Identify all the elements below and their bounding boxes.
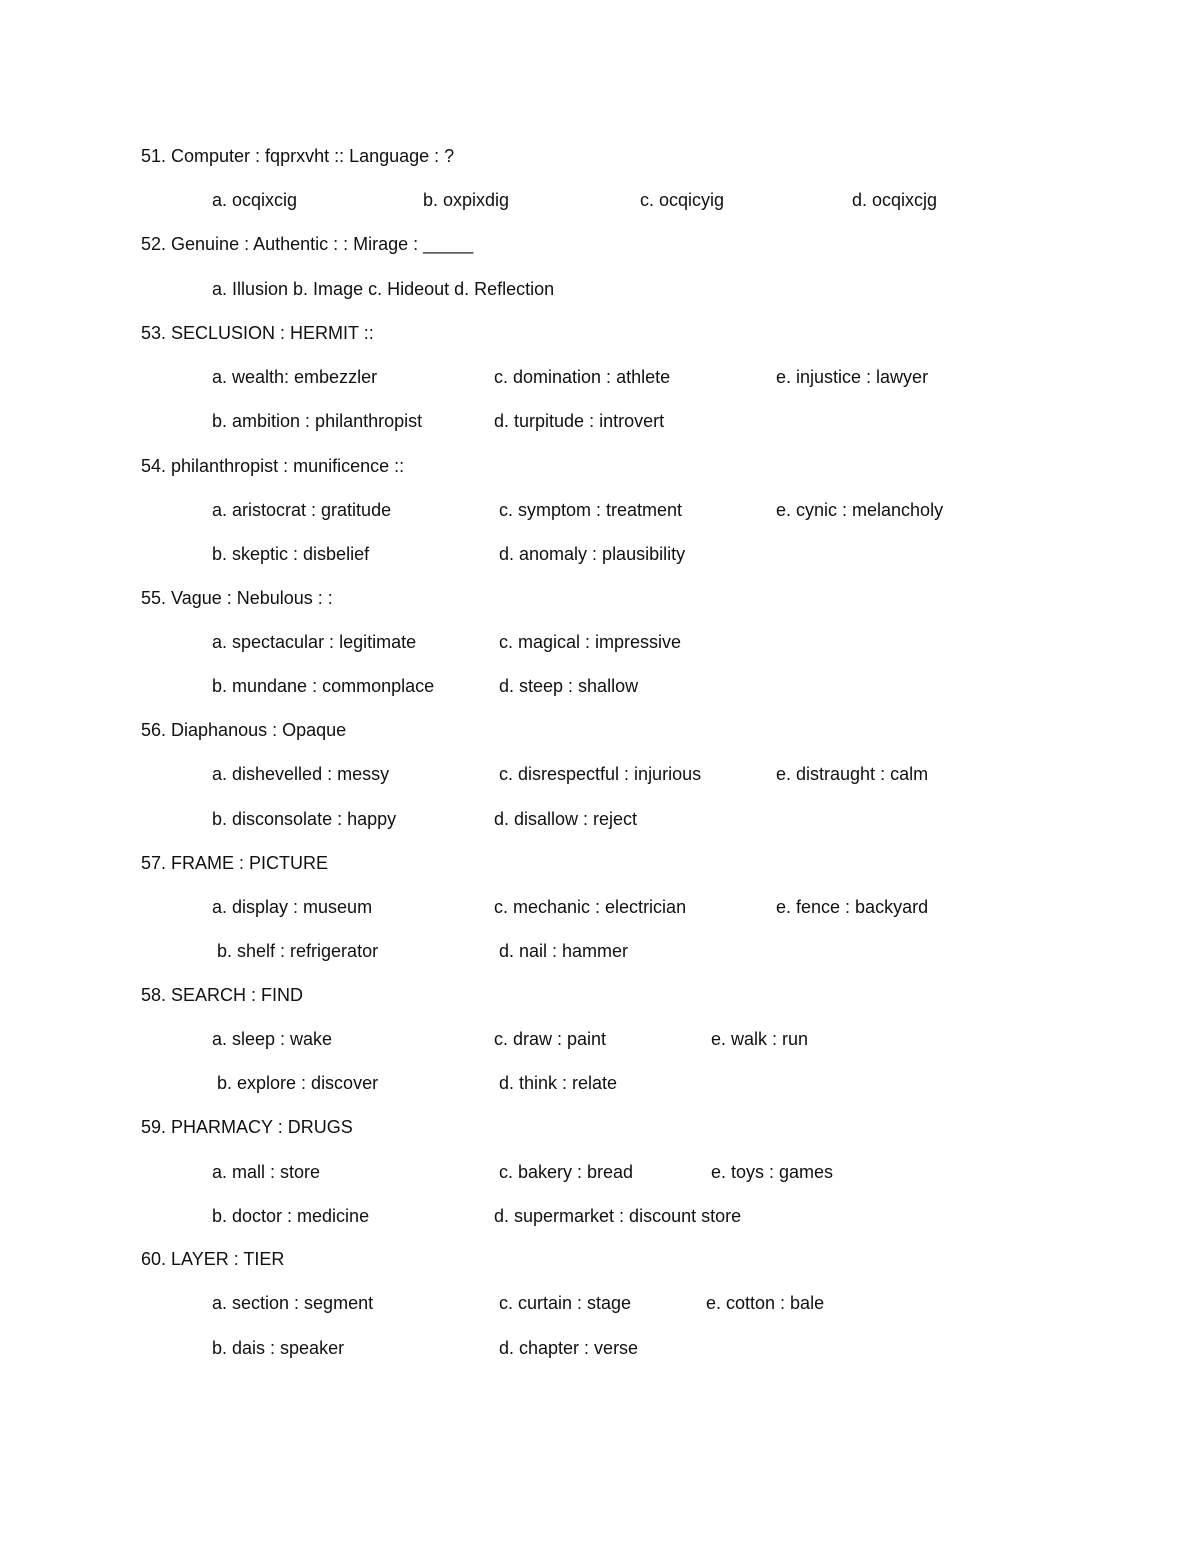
- question-53-option-c: c. domination : athlete: [494, 367, 671, 387]
- question-53-option-d: d. turpitude : introvert: [494, 411, 665, 431]
- question-57-option-a: a. display : museum: [212, 897, 373, 917]
- question-55-prompt: 55. Vague : Nebulous : :: [141, 588, 333, 608]
- question-57-prompt: 57. FRAME : PICTURE: [141, 853, 329, 873]
- question-58-option-a: a. sleep : wake: [212, 1029, 333, 1049]
- question-60-option-a: a. section : segment: [212, 1293, 374, 1313]
- question-51-option-b: b. oxpixdig: [423, 190, 510, 210]
- question-53-prompt: 53. SECLUSION : HERMIT ::: [141, 323, 374, 343]
- question-55-option-a: a. spectacular : legitimate: [212, 632, 417, 652]
- question-56-option-e: e. distraught : calm: [776, 764, 929, 784]
- question-59-option-a: a. mall : store: [212, 1162, 321, 1182]
- question-51-prompt: 51. Computer : fqprxvht :: Language : ?: [141, 146, 455, 166]
- question-60-option-c: c. curtain : stage: [499, 1293, 632, 1313]
- question-58-option-d: d. think : relate: [499, 1073, 618, 1093]
- question-56-option-d: d. disallow : reject: [494, 809, 638, 829]
- question-54-option-d: d. anomaly : plausibility: [499, 544, 686, 564]
- question-56-prompt: 56. Diaphanous : Opaque: [141, 720, 347, 740]
- question-54-option-a: a. aristocrat : gratitude: [212, 500, 392, 520]
- question-59-option-c: c. bakery : bread: [499, 1162, 634, 1182]
- question-57-option-c: c. mechanic : electrician: [494, 897, 687, 917]
- question-54-option-c: c. symptom : treatment: [499, 500, 683, 520]
- question-56-option-c: c. disrespectful : injurious: [499, 764, 702, 784]
- question-54-prompt: 54. philanthropist : munificence ::: [141, 456, 405, 476]
- question-51-option-c: c. ocqicyig: [640, 190, 725, 210]
- question-59-option-d: d. supermarket : discount store: [494, 1206, 742, 1226]
- question-53-option-e: e. injustice : lawyer: [776, 367, 929, 387]
- question-52-prompt: 52. Genuine : Authentic : : Mirage : _____: [141, 234, 474, 254]
- question-51-option-a: a. ocqixcig: [212, 190, 298, 210]
- question-57-option-d: d. nail : hammer: [499, 941, 629, 961]
- question-55-option-b: b. mundane : commonplace: [212, 676, 435, 696]
- question-56-option-a: a. dishevelled : messy: [212, 764, 390, 784]
- question-59-option-e: e. toys : games: [711, 1162, 834, 1182]
- question-54-option-b: b. skeptic : disbelief: [212, 544, 370, 564]
- question-60-option-d: d. chapter : verse: [499, 1338, 639, 1358]
- question-57-option-b: b. shelf : refrigerator: [217, 941, 379, 961]
- question-55-option-d: d. steep : shallow: [499, 676, 639, 696]
- question-56-option-b: b. disconsolate : happy: [212, 809, 397, 829]
- question-60-prompt: 60. LAYER : TIER: [141, 1249, 285, 1269]
- question-51-option-d: d. ocqixcjg: [852, 190, 938, 210]
- question-53-option-a: a. wealth: embezzler: [212, 367, 378, 387]
- question-53-option-b: b. ambition : philanthropist: [212, 411, 423, 431]
- question-58-prompt: 58. SEARCH : FIND: [141, 985, 304, 1005]
- question-58-option-e: e. walk : run: [711, 1029, 809, 1049]
- question-58-option-c: c. draw : paint: [494, 1029, 607, 1049]
- question-60-option-e: e. cotton : bale: [706, 1293, 825, 1313]
- question-60-option-b: b. dais : speaker: [212, 1338, 345, 1358]
- question-54-option-e: e. cynic : melancholy: [776, 500, 944, 520]
- question-55-option-c: c. magical : impressive: [499, 632, 682, 652]
- question-52-options: a. Illusion b. Image c. Hideout d. Reflection: [212, 279, 555, 299]
- question-57-option-e: e. fence : backyard: [776, 897, 929, 917]
- question-59-prompt: 59. PHARMACY : DRUGS: [141, 1117, 353, 1137]
- question-59-option-b: b. doctor : medicine: [212, 1206, 370, 1226]
- question-58-option-b: b. explore : discover: [217, 1073, 379, 1093]
